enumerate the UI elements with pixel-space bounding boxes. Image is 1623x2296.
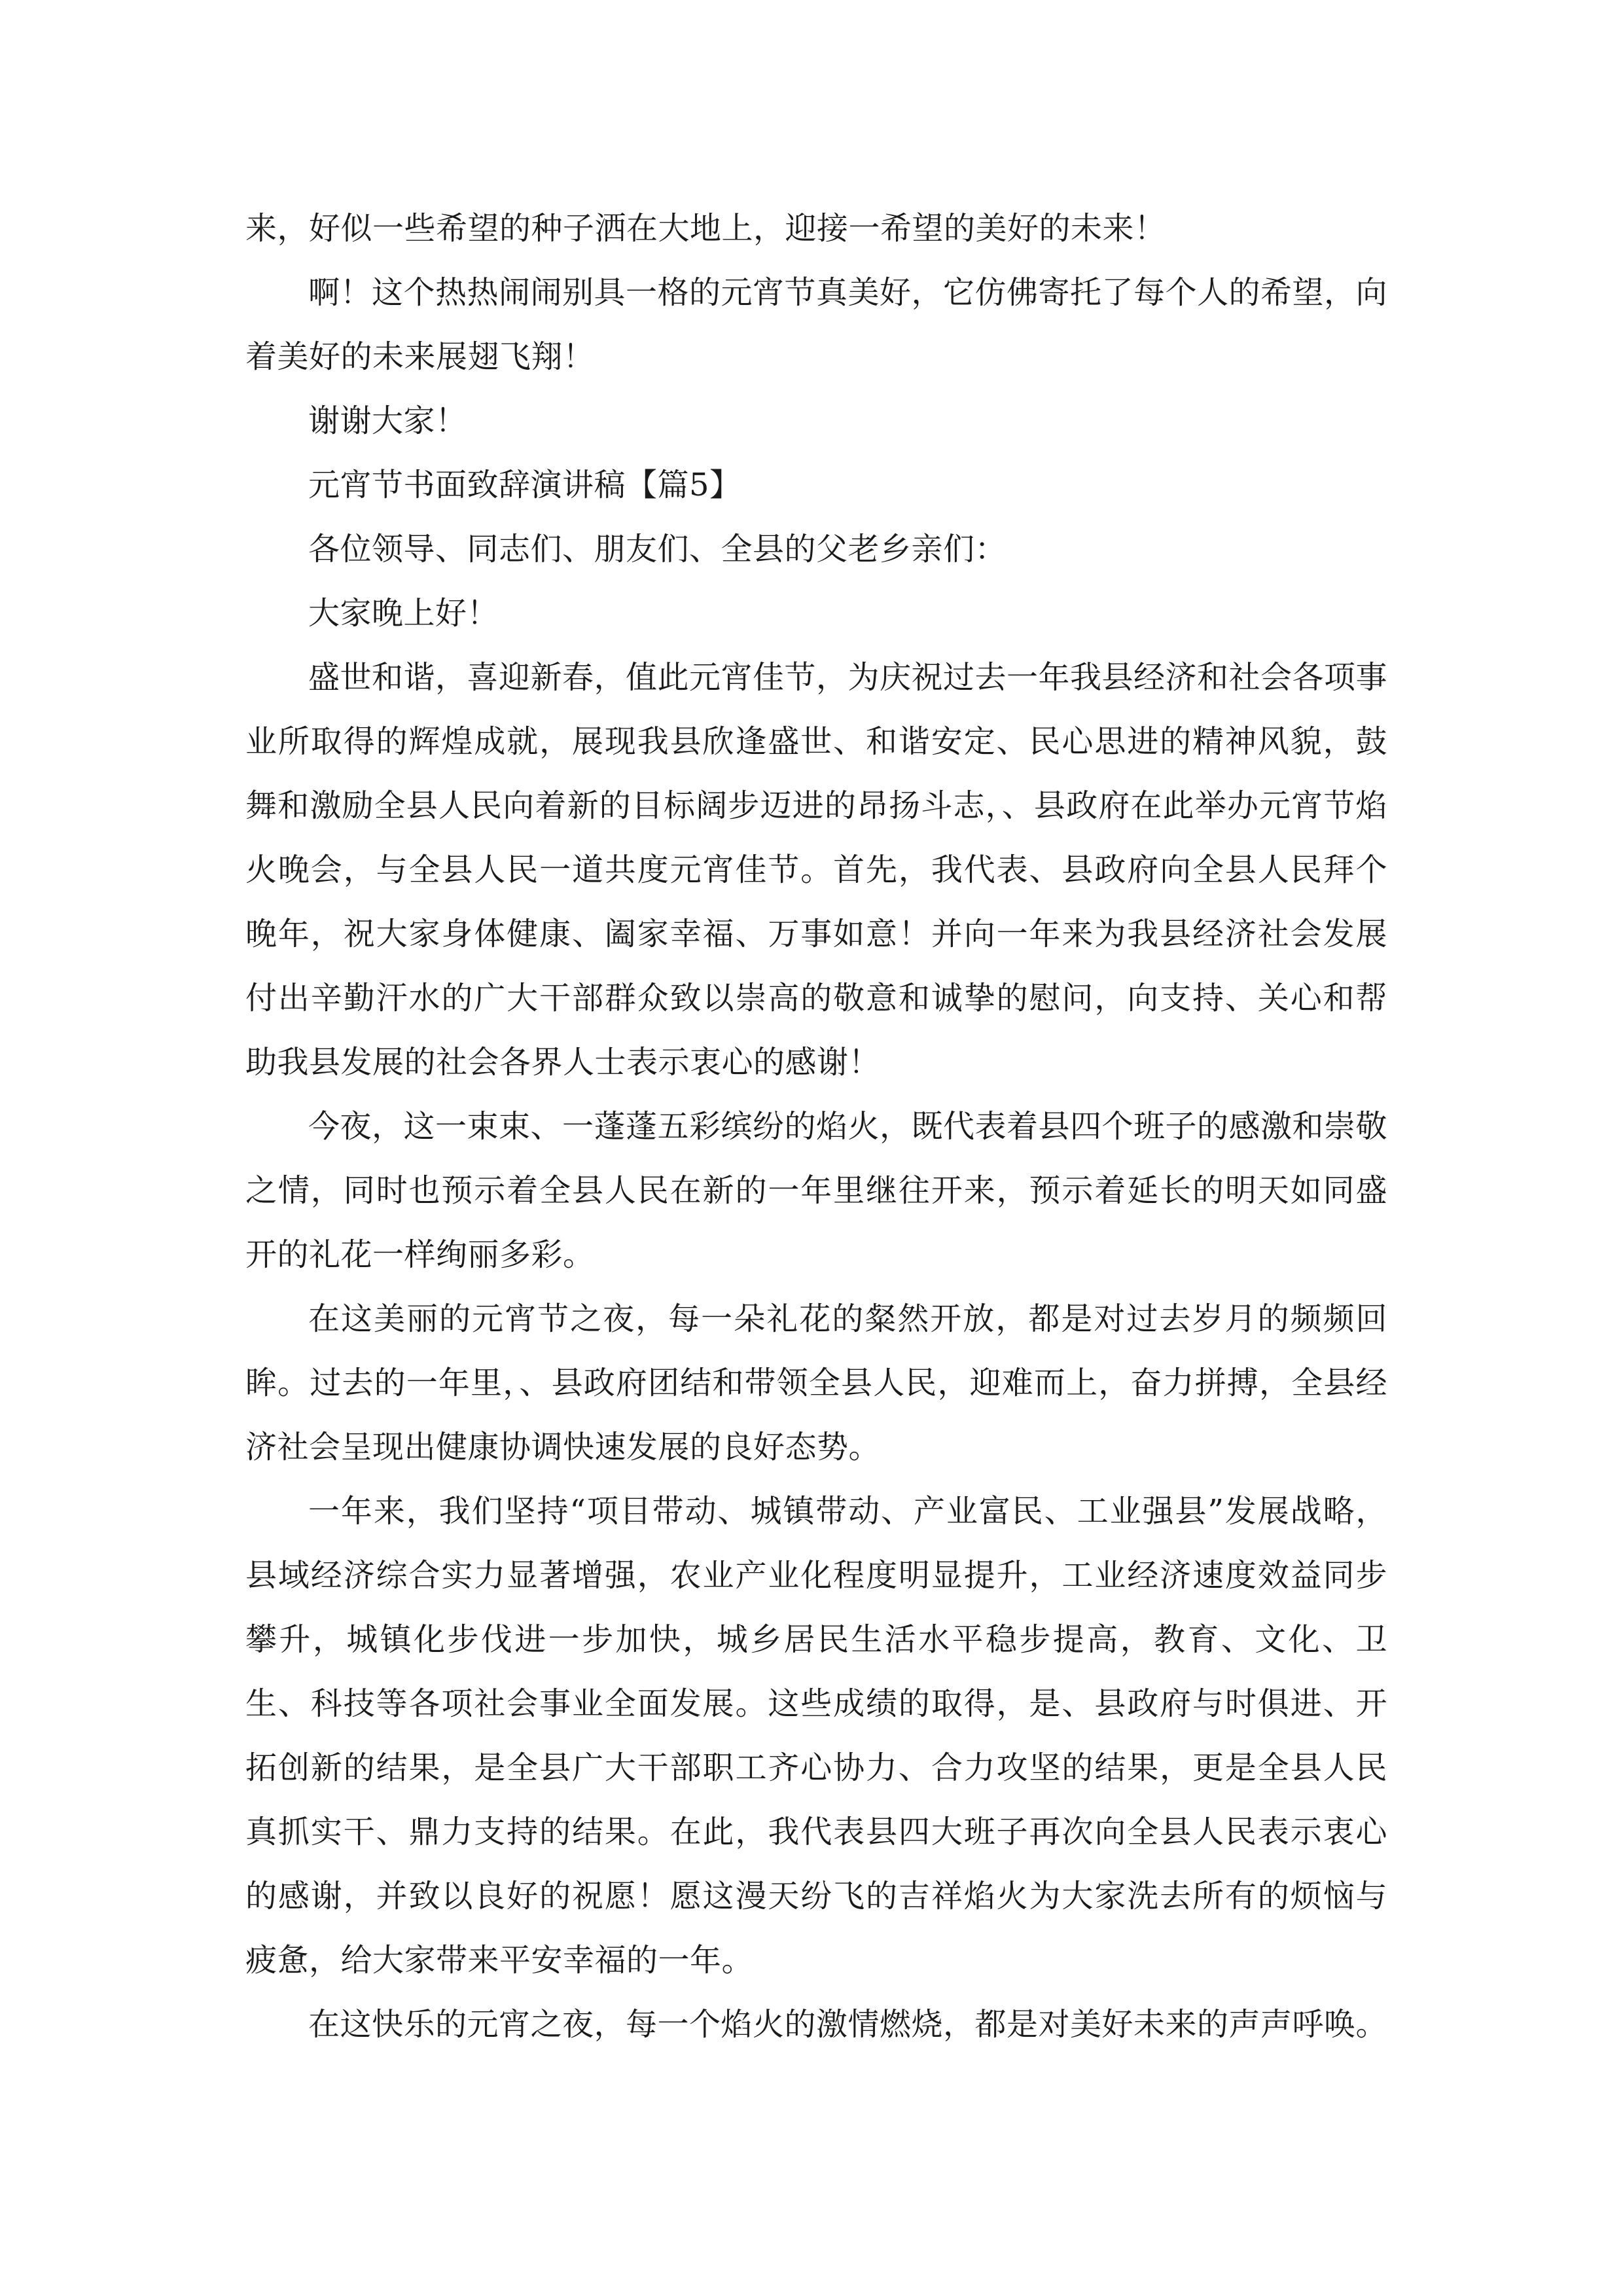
section-title: 元宵节书面致辞演讲稿【篇5】 bbox=[308, 467, 741, 503]
paragraph: 盛世和谐，喜迎新春，值此元宵佳节，为庆祝过去一年我县经济和社会各项事业所取得的辉煌成就，展现我县欣逢盛世、和谐安定、民心思进的精神风貌，鼓舞和激励全县人民向着新的目标阔步迈进的昂扬斗志，、县政府在此举办元宵节焰火晚会，与全县人民一道共度元宵佳节。首先，我代表、县政府向全县人民拜个晚年，祝大家身体健康、阖家幸福、万事如意！并向一年来为我县经济社会发展付出辛勤汗水的广大干部群众致以崇高的敬意和诚挚的慰问，向支持、关心和帮助我县发展的社会各界人士表示衷心的感谢！ bbox=[245, 659, 1388, 1081]
paragraph: 今夜，这一束束、一蓬蓬五彩缤纷的焰火，既代表着县四个班子的感激和崇敬之情，同时也预示着全县人民在新的一年里继往开来，预示着延长的明天如同盛开的礼花一样绚丽多彩。 bbox=[245, 1108, 1388, 1273]
paragraph-thanks: 谢谢大家！ bbox=[308, 403, 467, 439]
salutation: 各位领导、同志们、朋友们、全县的父老乡亲们： bbox=[308, 531, 1007, 567]
document-body bbox=[245, 196, 1387, 2056]
paragraph-continuation: 来，好似一些希望的种子洒在大地上，迎接一希望的美好的未来！ bbox=[245, 210, 1166, 247]
paragraph: 一年来，我们坚持“项目带动、城镇带动、产业富民、工业强县”发展战略，县域经济综合实力显著增强，农业产业化程度明显提升，工业经济速度效益同步攀升，城镇化步伐进一步加快，城乡居民生活水平稳步提高，教育、文化、卫生、科技等各项社会事业全面发展。这些成绩的取得，是、县政府与时俱进、开拓创新的结果，是全县广大干部职工齐心协力、合力攻坚的结果，更是全县人民真抓实干、鼎力支持的结果。在此，我代表县四大班子再次向全县人民表示衷心的感谢，并致以良好的祝愿！愿这漫天纷飞的吉祥焰火为大家洗去所有的烦恼与疲惫，给大家带来平安幸福的一年。 bbox=[245, 1493, 1387, 1979]
paragraph: 啊！这个热热闹闹别具一格的元宵节真美好，它仿佛寄托了每个人的希望，向着美好的未来展翅飞翔！ bbox=[245, 274, 1388, 375]
paragraph: 在这快乐的元宵之夜，每一个焰火的激情燃烧，都是对美好未来的声声呼唤。 bbox=[308, 2006, 1388, 2043]
greeting: 大家晚上好！ bbox=[308, 595, 499, 632]
paragraph: 在这美丽的元宵节之夜，每一朵礼花的粲然开放，都是对过去岁月的频频回眸。过去的一年里，、县政府团结和带领全县人民，迎难而上，奋力拼搏，全县经济社会呈现出健康协调快速发展的良好态势。 bbox=[245, 1300, 1387, 1465]
